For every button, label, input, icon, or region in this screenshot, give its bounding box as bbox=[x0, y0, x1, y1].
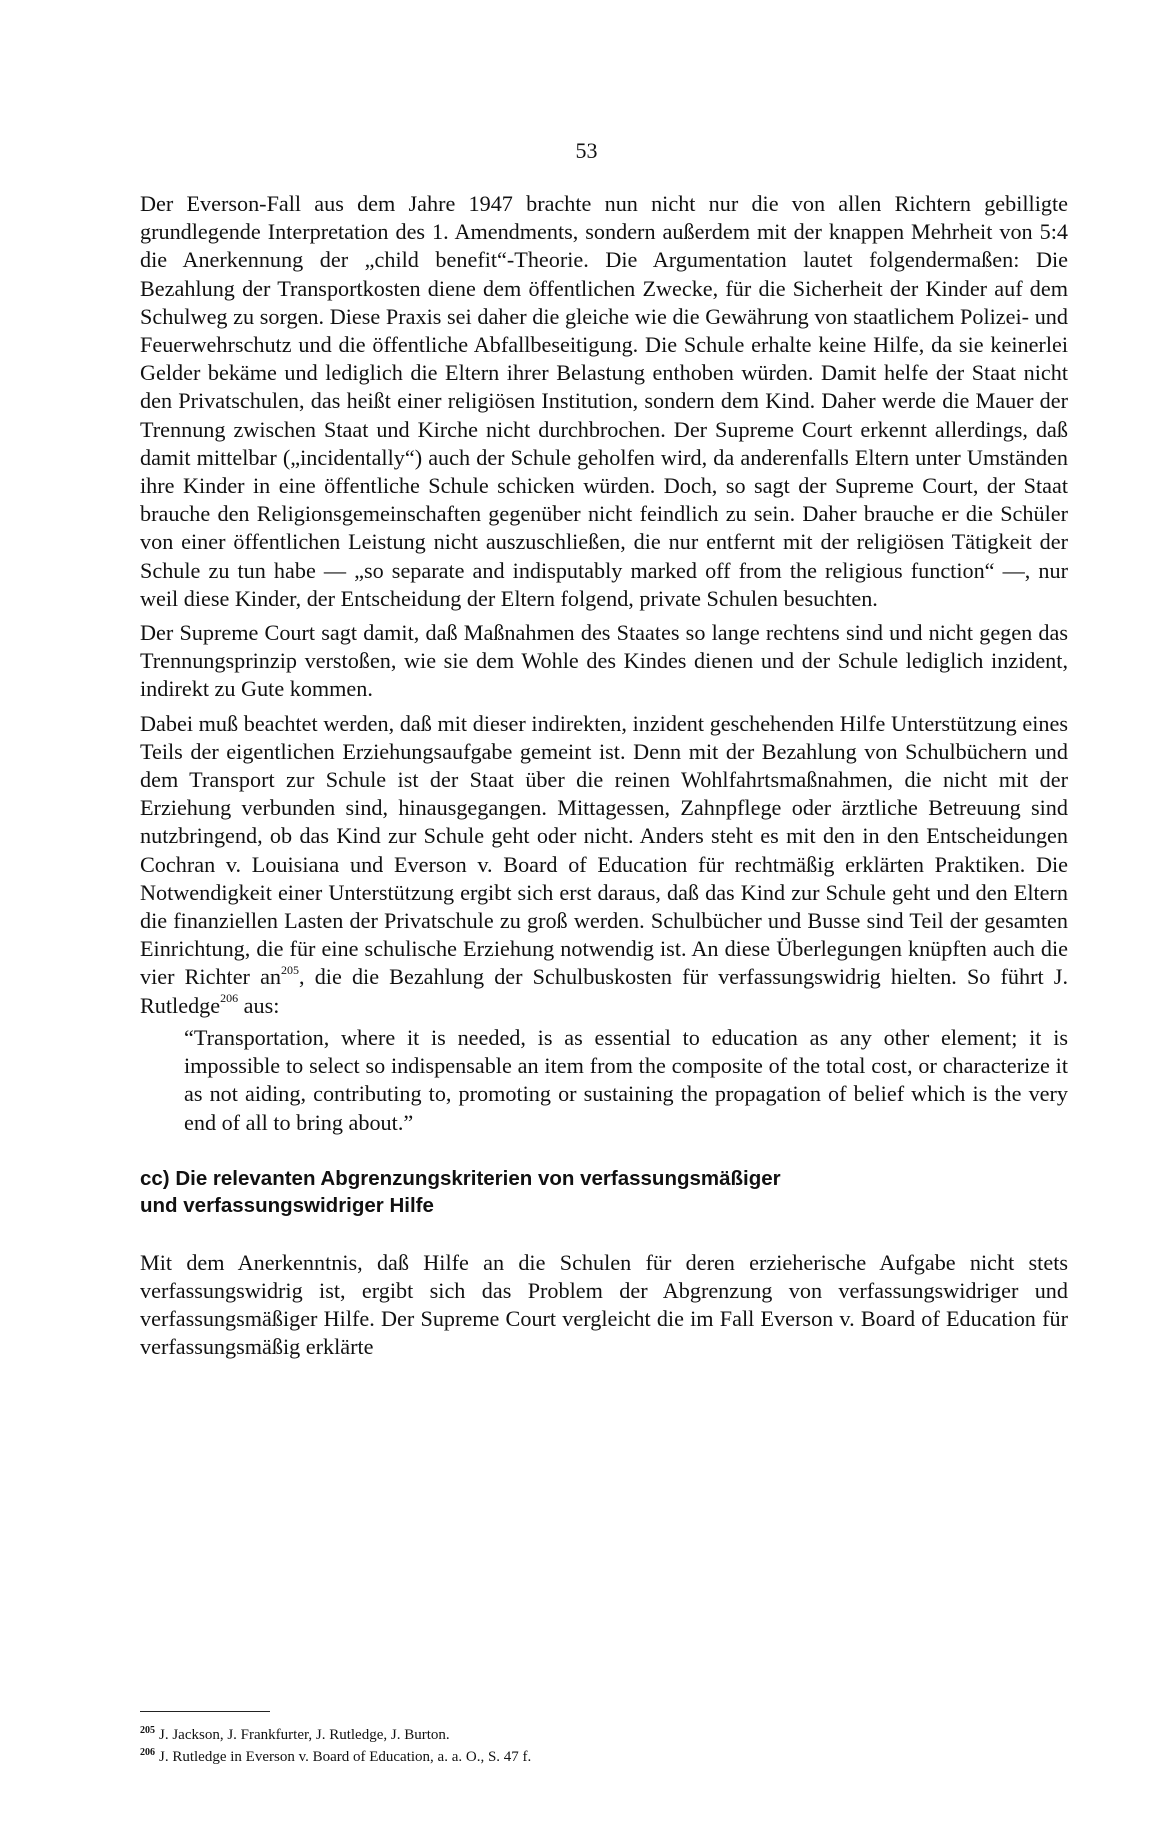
paragraph-supreme-court-summary: Der Supreme Court sagt damit, daß Maßnahmen des Staates so lange rechtens sind und nicht gegen das Trennungsprinzip verstoßen, wie sie dem Wohle des Kindes dienen und der Schule lediglich inzident, indirekt zu Gute kommen. bbox=[140, 620, 1068, 702]
footnotes bbox=[140, 1722, 1040, 1766]
footnote-text: J. Rutledge in Everson v. Board of Education, a. a. O., S. 47 f. bbox=[159, 1749, 532, 1765]
footnote-206 bbox=[140, 1744, 1040, 1766]
footnote-205 bbox=[140, 1722, 1040, 1744]
footnote-divider bbox=[140, 1711, 270, 1712]
body-text bbox=[140, 190, 1068, 1362]
paragraph-abgrenzung: Mit dem Anerkenntnis, daß Hilfe an die Schulen für deren erzieherische Aufgabe nicht stets verfassungswidrig ist, ergibt sich das Problem der Abgrenzung von verfassungswidriger und verfassungsmäßiger Hilfe. Der Supreme Court vergleicht die im Fall Everson v. Board of Education für verfassungsmäßig erklärte bbox=[140, 1249, 1068, 1360]
footnote-ref-205[interactable]: 205 bbox=[281, 963, 300, 978]
footnote-ref-206[interactable]: 206 bbox=[220, 991, 239, 1006]
paragraph-text: aus: bbox=[238, 992, 280, 1018]
footnote-text: J. Jackson, J. Frankfurter, J. Rutledge, J. Burton. bbox=[159, 1727, 450, 1743]
heading-line: und verfassungswidriger Hilfe bbox=[140, 1193, 434, 1217]
paragraph-text: , die die Bezahlung der Schulbuskosten für verfassungswidrig hielten. So führt J. Rutledge bbox=[140, 964, 1068, 1018]
paragraph-text: Dabei muß beachtet werden, daß mit dieser indirekten, inzident geschehenden Hilfe Unterstützung eines Teils der eigentlichen Erziehungsaufgabe gemeint ist. Denn mit der Bezahlung von Schulbüchern und dem Transport zur Schule ist der Staat über die reinen Wohlfahrtsmaßnahmen, die nicht mit der Erziehung verbunden sind, hinausgegangen. Mittagessen, Zahnpflege oder ärztliche Betreuung sind nutzbringend, ob das Kind zur Schule geht oder nicht. Anders steht es mit den in den Entscheidungen Cochran v. Louisiana und Everson v. Board of Education für rechtmäßig erklärten Praktiken. Die Notwendigkeit einer Unterstützung ergibt sich erst daraus, daß das Kind zur Schule geht und den Eltern die finanziellen Lasten der Privatschule zu groß werden. Schulbücher und Busse sind Teil der gesamten Einrichtung, die für eine schulische Erziehung notwendig ist. An diese Überlegungen knüpften auch die vier Richter an bbox=[140, 710, 1068, 990]
footnote-marker: 205 bbox=[140, 1725, 155, 1736]
page-number: 53 bbox=[575, 138, 598, 163]
paragraph-indirect-aid bbox=[140, 710, 1068, 1020]
paragraph-everson-case: Der Everson-Fall aus dem Jahre 1947 brachte nun nicht nur die von allen Richtern gebilligte grundlegende Interpretation des 1. Amendments, sondern außerdem mit der knappen Mehrheit von 5:4 die Anerkennung der „child benefit“-Theorie. Die Argumentation lautet folgendermaßen: Die Bezahlung der Transportkosten diene dem öffentlichen Zwecke, für die Sicherheit der Kinder auf dem Schulweg zu sorgen. Diese Praxis sei daher die gleiche wie die Gewährung von staatlichem Polizei- und Feuerwehrschutz und die öffentliche Abfallbeseitigung. Die Schule erhalte keine Hilfe, da sie keinerlei Gelder bekäme und lediglich die Eltern ihrer Belastung enthoben würden. Damit helfe der Staat nicht den Privatschulen, das heißt einer religiösen Institution, sondern dem Kind. Daher werde die Mauer der Trennung zwischen Staat und Kirche nicht durchbrochen. Der Supreme Court erkennt allerdings, daß damit mittelbar („incidentally“) auch der Schule geholfen wird, da anderenfalls Eltern unter Umständen ihre Kinder in eine öffentliche Schule schicken würden. Doch, so sagt der Supreme Court, der Staat brauche den Religionsgemeinschaften gegenüber nicht feindlich zu sein. Daher brauche er die Schüler von einer öffentlichen Leistung nicht auszuschließen, die nur entfernt mit der religiösen Tätigkeit der Schule zu tun habe — „so separate and indisputably marked off from the religious function“ —, nur weil diese Kinder, der Entscheidung der Eltern folgend, private Schulen besuchten. bbox=[140, 191, 1068, 611]
heading-line: cc) Die relevanten Abgrenzungskriterien von verfassungsmäßiger bbox=[140, 1166, 781, 1190]
section-heading bbox=[140, 1165, 1068, 1219]
block-quote-rutledge: “Transportation, where it is needed, is as essential to education as any other element; it is impossible to select so indispensable an item from the composite of the total cost, or characterize it as not aiding, contributing to, promoting or sustaining the propagation of belief which is the very end of all to bring about.” bbox=[184, 1024, 1068, 1135]
footnote-marker: 206 bbox=[140, 1747, 155, 1758]
